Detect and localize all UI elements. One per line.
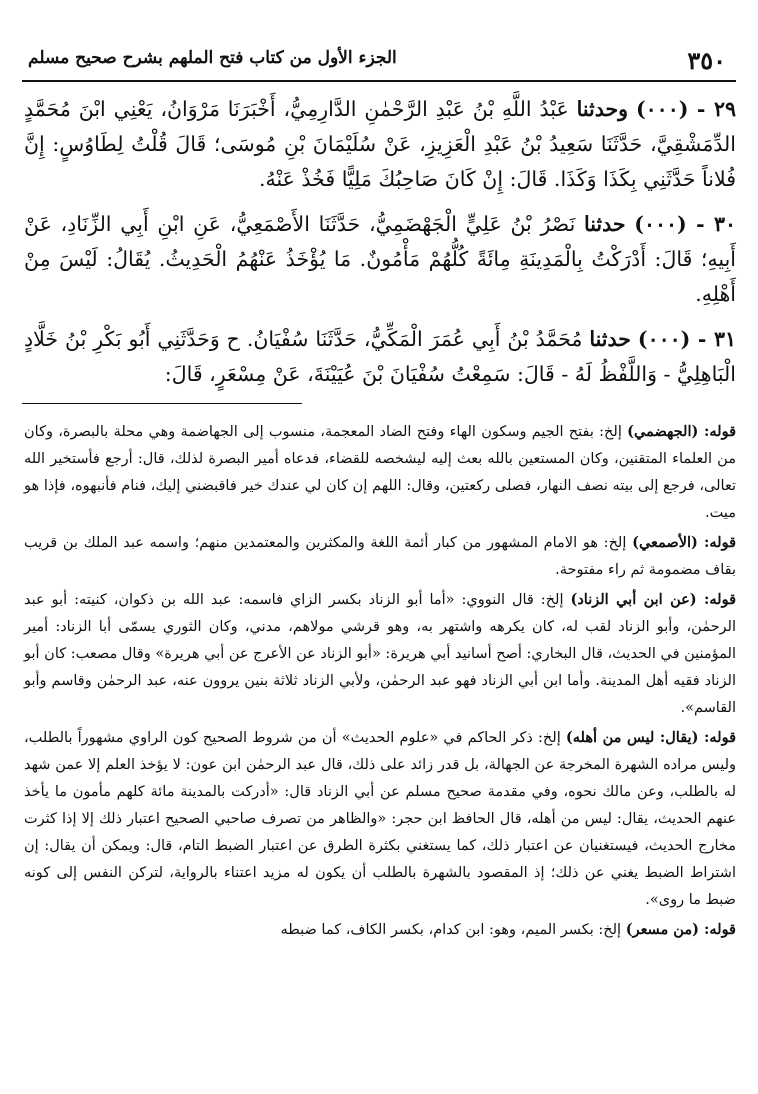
footnote-separator	[22, 403, 302, 404]
running-title: الجزء الأول من كتاب فتح الملهم بشرح صحيح مسلم	[28, 48, 397, 68]
note-body: إلخ: بكسر الميم، وهو: ابن كدام، بكسر الكاف، كما ضبطه	[280, 922, 622, 938]
note-laysa-min-ahlihi	[24, 724, 736, 914]
hadith-body: مُحَمَّدُ بْنُ أَبِي عُمَرَ الْمَكِّيُّ، حَدَّثَنَا سُفْيَانُ. ح وَحَدَّثَنِي أَبُو بَكْرِ بْنُ خَلَّادٍ الْبَاهِلِيُّ - وَاللَّفْظُ لَهُ - قَالَ: سَمِعْتُ سُفْيَانَ بْنَ عُيَيْنَةَ، عَنْ مِسْعَرٍ، قَالَ:	[24, 327, 736, 386]
hadith-number: ٢٩ - (٠٠٠)	[635, 97, 736, 121]
hadith-number: ٣١ - (٠٠٠)	[637, 327, 736, 351]
page-header	[22, 40, 736, 82]
note-lead: قوله: (الجهضمي)	[627, 423, 737, 440]
hadith-text-block	[24, 92, 736, 402]
note-misar	[24, 916, 736, 944]
hadith-29	[24, 92, 736, 197]
hadith-keyword: وحدثنا	[576, 97, 629, 121]
note-jahdami	[24, 418, 736, 527]
note-asmai	[24, 529, 736, 584]
hadith-30	[24, 207, 736, 312]
note-lead: قوله: (من مسعر)	[625, 921, 736, 938]
hadith-keyword: حدثنا	[584, 212, 626, 236]
note-ibn-abi-zinad	[24, 586, 736, 722]
hadith-body: عَبْدُ اللَّهِ بْنُ عَبْدِ الرَّحْمٰنِ الدَّارِمِيُّ، أَخْبَرَنَا مَرْوَانُ، يَعْنِي ابْنَ مُحَمَّدٍ الدِّمَشْقِيَّ، حَدَّثَنَا سَعِيدُ بْنُ عَبْدِ الْعَزِيزِ، عَنْ سُلَيْمَانَ بْنِ مُوسَى؛ قَالَ قُلْتُ لِطَاوُسٍ: إِنَّ فُلاناً حَدَّثَنِي بِكَذَا وَكَذَا. قَالَ: إِنْ كَانَ صَاحِبُكَ مَلِيًّا فَخُذْ عَنْهُ.	[24, 97, 736, 191]
note-lead: قوله: (الأصمعي)	[632, 534, 737, 551]
hadith-31	[24, 322, 736, 392]
note-lead: قوله: (يقال: ليس من أهله)	[565, 729, 737, 746]
note-body: إلخ: قال النووي: «أما أبو الزناد بكسر الزاي فاسمه: عبد الله بن ذكوان، كنيته: أبو عبد الرحمٰن، وأبو الزناد لقب له، كان يكرهه واشتهر به، وهو قرشي مولاهم، مدني، وكان الثوري يسمّى أبا الزناد: أمير المؤمنين في الحديث، قال البخاري: أصح أسانيد أبي هريرة: «أبو الزناد عن الأعرج عن أبي هريرة» وقال مصعب: كان أبو الزناد فقيه أهل المدينة. وأما ابن أبي الزناد فهو عبد الرحمٰن، ولأبي الزناد ثلاثة بنين يروون عنه، عبد الرحمٰن وقاسم وأبو القاسم».	[24, 592, 736, 716]
hadith-body: نَصْرُ بْنُ عَلِيٍّ الْجَهْضَمِيُّ، حَدَّثَنَا الأَصْمَعِيُّ، عَنِ ابْنِ أَبِي الزِّنَادِ، عَنْ أَبِيهِ؛ قَالَ: أَدْرَكْتُ بِالْمَدِينَةِ مِائَةً كُلُّهُمْ مَأْمُونٌ. مَا يُؤْخَذُ عَنْهُمُ الْحَدِيثُ. يُقَالُ: لَيْسَ مِنْ أَهْلِهِ.	[24, 212, 736, 306]
hadith-number: ٣٠ - (٠٠٠)	[634, 212, 736, 236]
hadith-keyword: حدثنا	[589, 327, 631, 351]
commentary-notes	[24, 418, 736, 946]
page-number: ٣٥٠	[687, 46, 726, 75]
note-body: إلخ: هو الامام المشهور من كبار أئمة اللغة والمكثرين والمعتمدين منهم؛ واسمه عبد الملك بن قريب بقاف مضمومة ثم راء مفتوحة.	[24, 535, 736, 578]
note-body: إلخ: ذكر الحاكم في «علوم الحديث» أن من شروط الصحيح كون الراوي مشهوراً بالطلب، وليس مراده الشهرة المخرجة عن الجهالة، بل قدر زائد على ذلك، قال عبد الرحمٰن ابن عون: لا يؤخذ العلم إلا عمن شهد له بالطلب، وعن مالك نحوه، وفي مقدمة صحيح مسلم عن أبي الزناد قال: «أدركت بالمدينة مائة كلهم مأمون ما يأخذ عنهم الحديث، يقال: ليس من أهله، قال الحافظ ابن حجر: «والظاهر من تصرف صاحبي الصحيح اعتبار ذلك إلا إذا كثرت مخارج الحديث، فيستغنيان عن اعتبار ذلك، كما يستغني بكثرة الطرق عن اعتبار الضبط التام، قال: ويمكن أن يقال: إن اشتراط الضبط يغني عن ذلك؛ إذ المقصود بالشهرة بالطلب أن يكون له مزيد اعتناء بالرواية، لتركن النفس إلى كونه ضبط ما روى».	[24, 730, 736, 908]
note-lead: قوله: (عن ابن أبي الزناد)	[570, 591, 737, 608]
note-body: إلخ: بفتح الجيم وسكون الهاء وفتح الضاد المعجمة، منسوب إلى الجهاضمة وهي محلة بالبصرة، وكان من العلماء المتقنين، وكان المستعين بالله بعث إليه ليشخصه للقضاء، فدعاه أمير البصرة لذلك، قال: أرجع فأستخير الله تعالى، فرجع إلى بيته نصف النهار، فصلى ركعتين، وقال: اللهم إن كان لي عندك خير فاقبضني إليك، فنام فأنبهوه، فإذا هو ميت.	[24, 424, 736, 521]
